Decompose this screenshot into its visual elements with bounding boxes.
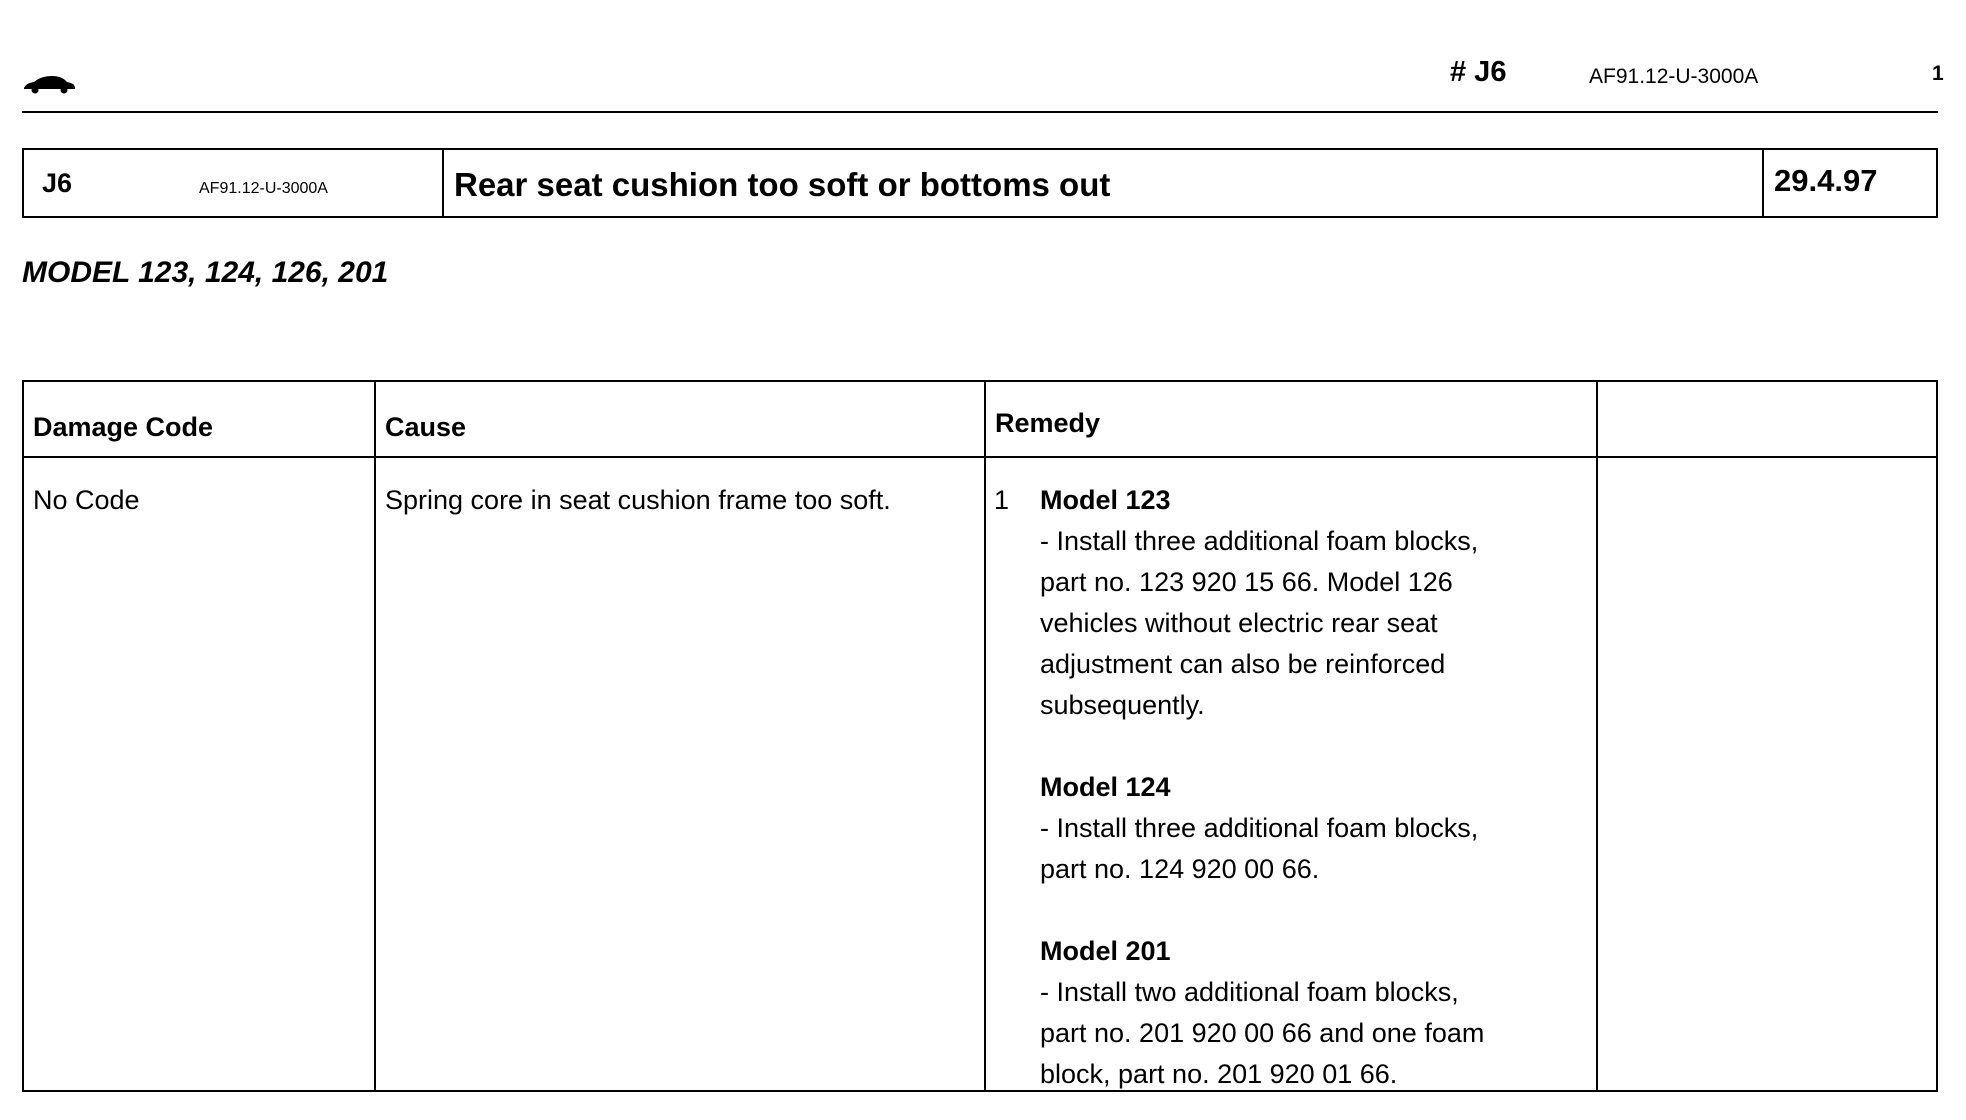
remedy-text: - Install three additional foam blocks, part no. 123 920 15 66. Model 126 vehicles without electric rear seat adjustment can also be reinforced subsequently. (1040, 526, 1479, 720)
remedy-text: - Install two additional foam blocks, part no. 201 920 00 66 and one foam block, part no. 201 920 01 66. (1040, 977, 1485, 1089)
header-cell (1598, 382, 1936, 456)
remedy-model-heading: Model 123 (1040, 485, 1171, 515)
remedy-cell (986, 458, 1598, 1090)
column-header-damage-code: Damage Code (33, 412, 214, 442)
damage-code-value: No Code (33, 485, 140, 515)
header-cell (376, 382, 986, 456)
table-row (24, 458, 1936, 1090)
table-header-row (24, 382, 1936, 458)
remedy-model-heading: Model 201 (1040, 936, 1171, 966)
remedy-body (1040, 480, 1588, 1095)
cause-cell (376, 458, 986, 1090)
column-header-cause: Cause (385, 412, 467, 442)
column-header-remedy: Remedy (995, 408, 1101, 438)
remedy-block-model-124 (1040, 767, 1588, 890)
remedy-text: - Install three additional foam blocks, part no. 124 920 00 66. (1040, 813, 1479, 884)
remedy-number: 1 (994, 485, 1010, 515)
document-reference: AF91.12-U-3000A (1589, 65, 1759, 88)
date-cell (1764, 150, 1936, 218)
cause-value: Spring core in seat cushion frame too soft. (385, 485, 891, 515)
page-title: Rear seat cushion too soft or bottoms out (454, 166, 1111, 203)
header-divider (22, 111, 1938, 113)
remedy-block-model-201 (1040, 931, 1588, 1095)
header-cell (24, 382, 376, 456)
diagnosis-table (22, 380, 1938, 1092)
remedy-content (994, 480, 1588, 1095)
title-reference: AF91.12-U-3000A (199, 180, 328, 197)
car-icon (22, 74, 76, 99)
header-cell (986, 382, 1598, 456)
document-date: 29.4.97 (1774, 163, 1878, 198)
page-number: 1 (1932, 62, 1944, 85)
extra-cell (1598, 458, 1936, 1090)
remedy-block-model-123 (1040, 480, 1588, 726)
model-line: MODEL 123, 124, 126, 201 (22, 256, 389, 289)
damage-code-cell (24, 458, 376, 1090)
title-cell (444, 150, 1764, 216)
document-code: # J6 (1450, 56, 1507, 88)
title-box (22, 148, 1938, 218)
remedy-model-heading: Model 124 (1040, 772, 1171, 802)
title-code-cell (24, 150, 444, 216)
title-code: J6 (42, 168, 73, 198)
